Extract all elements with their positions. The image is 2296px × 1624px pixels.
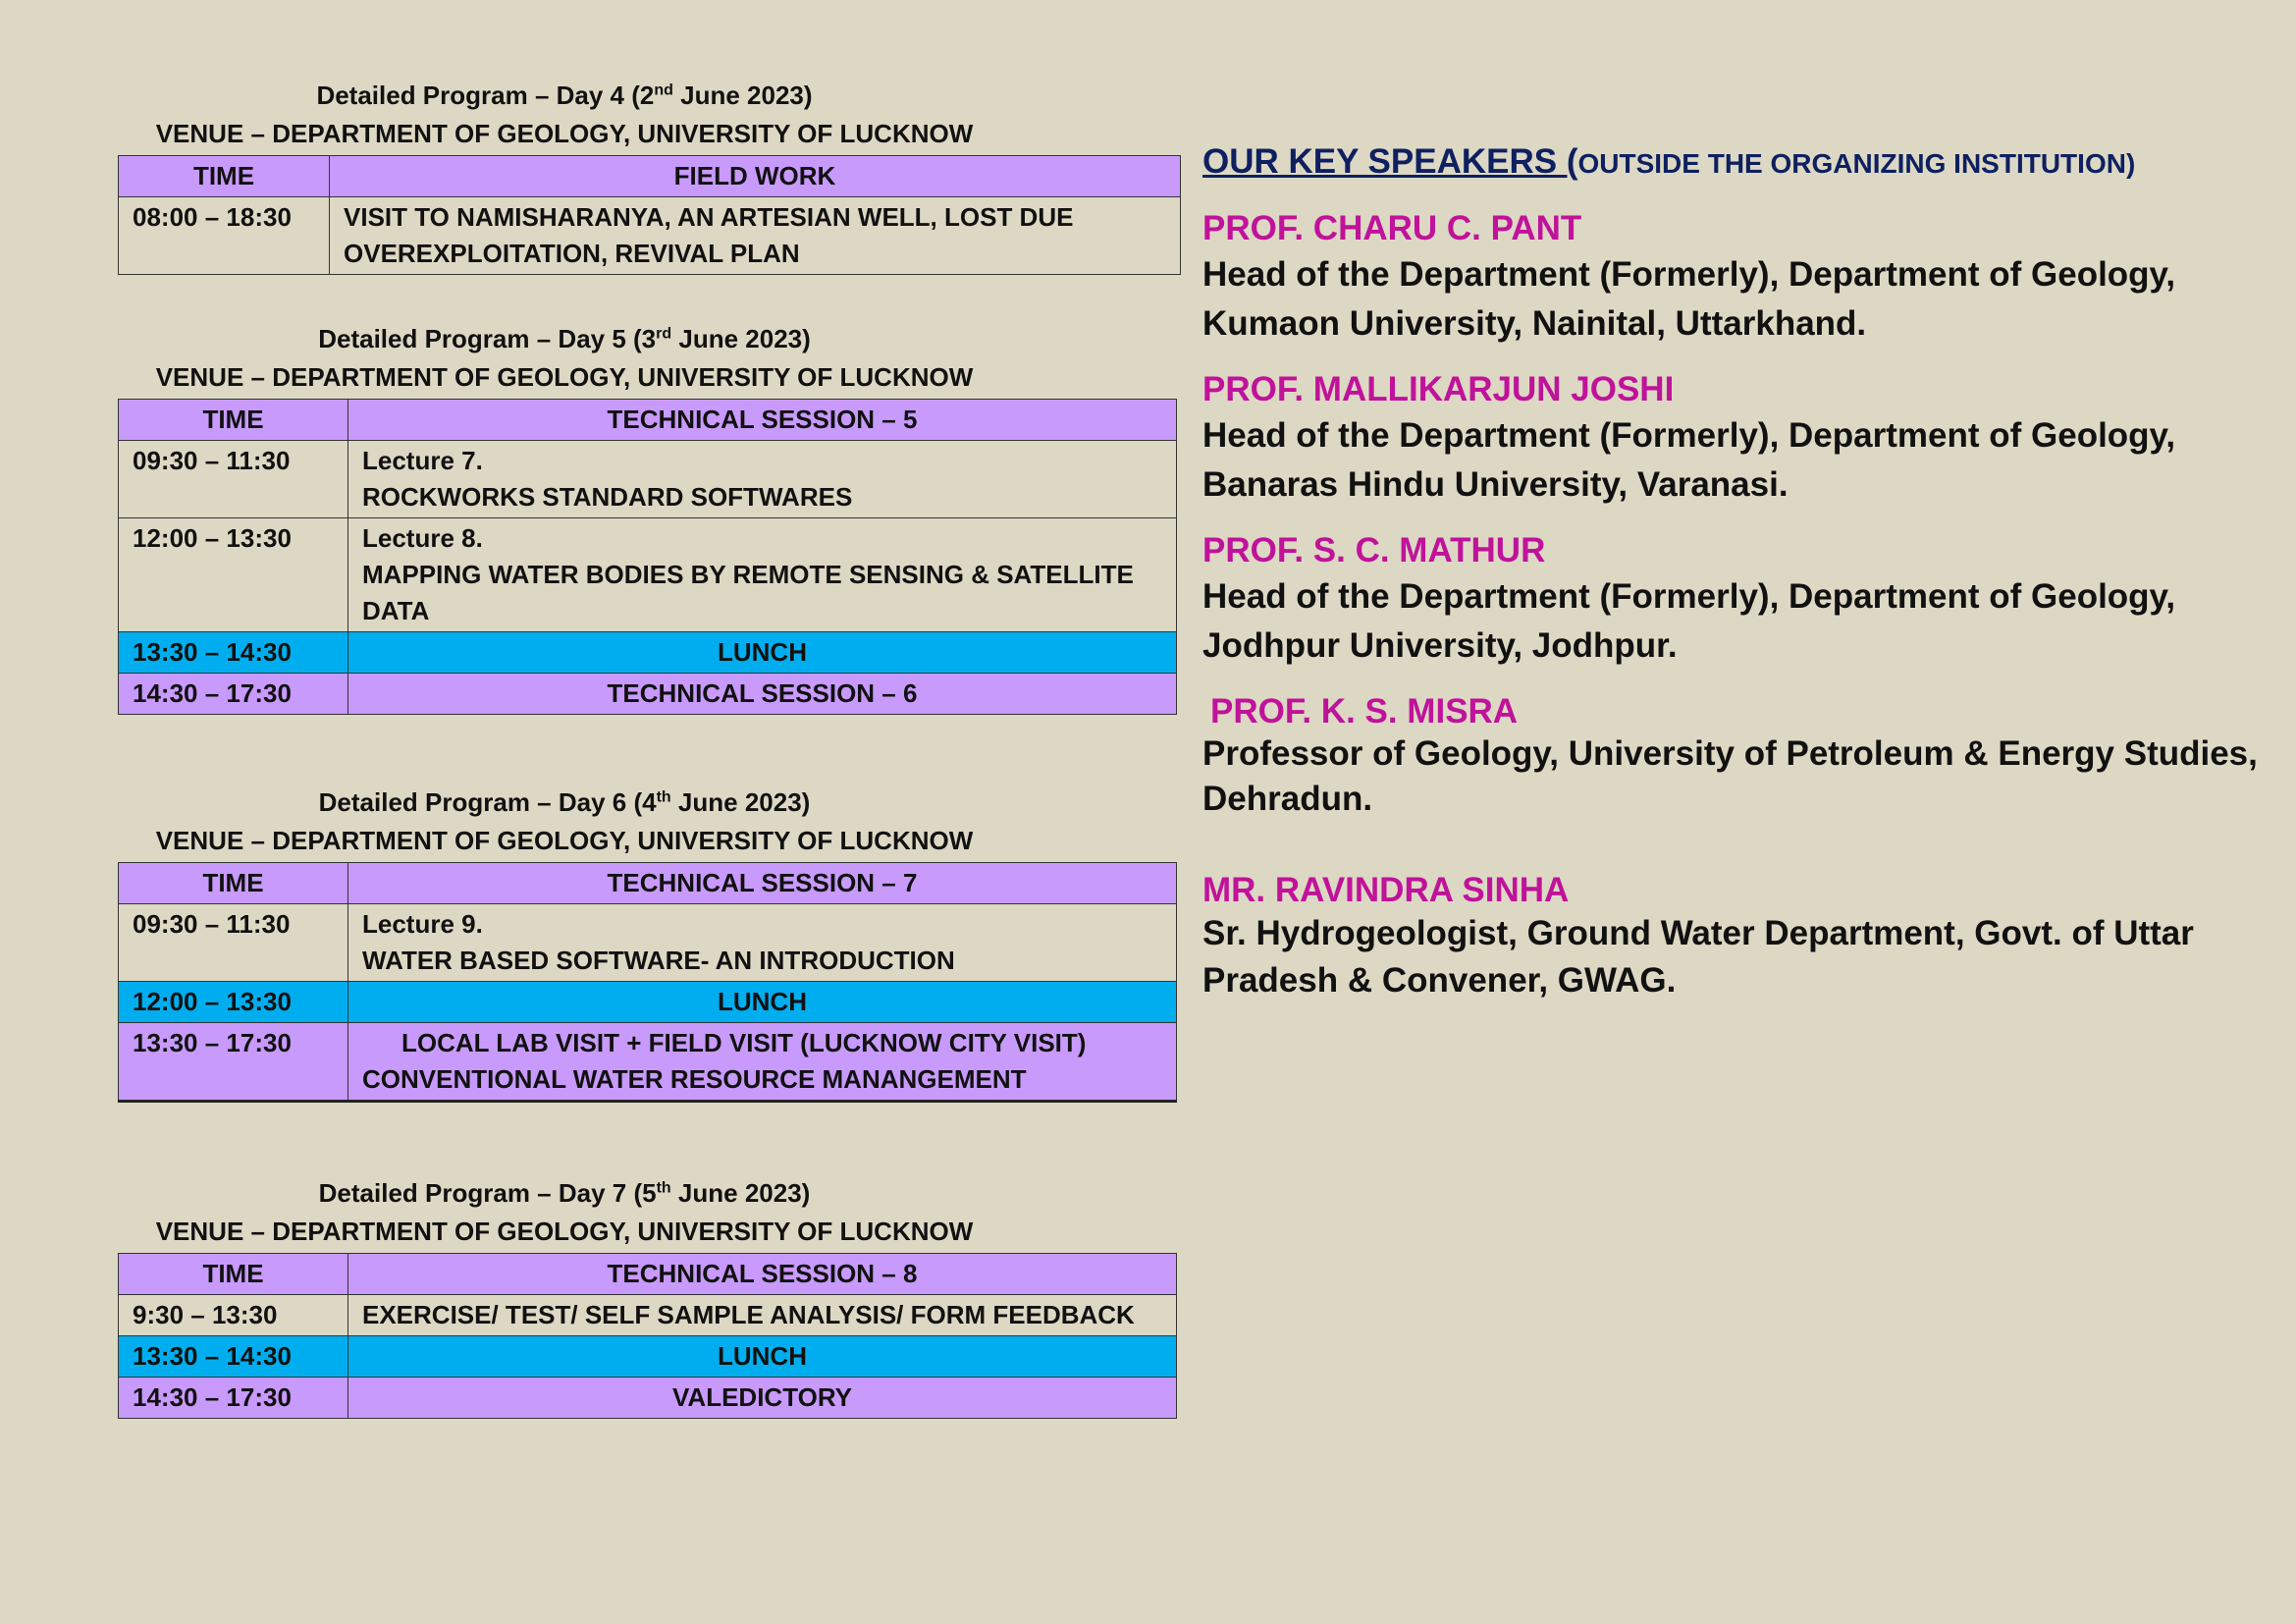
speaker-desc: Sr. Hydrogeologist, Ground Water Department, Govt. of Uttar Pradesh & Convener, GWAG. <box>1202 914 2194 1000</box>
time-cell: 13:30 – 14:30 <box>119 1336 348 1378</box>
table-header-row <box>119 156 1181 197</box>
activity-cell: LOCAL LAB VISIT + FIELD VISIT (LUCKNOW CITY VISIT) CONVENTIONAL WATER RESOURCE MANANGEMENT <box>348 1023 1177 1102</box>
day7-section <box>118 1178 1177 1419</box>
day7-title: Detailed Program – Day 7 (5th June 2023) <box>318 1178 811 1208</box>
lunch-row <box>119 1336 1177 1378</box>
table-row <box>119 518 1177 632</box>
table-header-row <box>119 863 1177 904</box>
speaker-item <box>1202 370 2263 510</box>
time-cell: 14:30 – 17:30 <box>119 1378 348 1419</box>
time-header: TIME <box>119 863 348 904</box>
speaker-item <box>1202 531 2263 671</box>
speaker-name: PROF. MALLIKARJUN JOSHI <box>1202 370 1675 408</box>
time-cell: 12:00 – 13:30 <box>119 518 348 632</box>
day6-table <box>118 862 1177 1103</box>
day7-venue: VENUE – DEPARTMENT OF GEOLOGY, UNIVERSITY OF LUCKNOW <box>155 1217 974 1246</box>
speaker-name: PROF. K. S. MISRA <box>1210 692 1519 731</box>
session-cell: TECHNICAL SESSION – 6 <box>348 674 1177 715</box>
time-cell: 12:00 – 13:30 <box>119 982 348 1023</box>
table-row <box>119 904 1177 982</box>
speaker-item <box>1202 692 2263 822</box>
table-row <box>119 197 1181 275</box>
time-cell: 13:30 – 14:30 <box>119 632 348 674</box>
day5-title: Detailed Program – Day 5 (3rd June 2023) <box>318 324 811 353</box>
session-header: FIELD WORK <box>330 156 1181 197</box>
day6-section <box>118 787 1177 1103</box>
day4-venue: VENUE – DEPARTMENT OF GEOLOGY, UNIVERSITY OF LUCKNOW <box>155 119 974 148</box>
session-row <box>119 1378 1177 1419</box>
speaker-name: MR. RAVINDRA SINHA <box>1202 871 1570 909</box>
speaker-desc: Head of the Department (Formerly), Department of Geology, Jodhpur University, Jodhpur. <box>1202 577 2176 665</box>
key-speakers-section <box>1202 142 2263 1004</box>
day7-table <box>118 1253 1177 1419</box>
session-header: TECHNICAL SESSION – 5 <box>348 400 1177 441</box>
session-header: TECHNICAL SESSION – 8 <box>348 1254 1177 1295</box>
session-row <box>119 674 1177 715</box>
day5-section <box>118 324 1177 715</box>
table-header-row <box>119 1254 1177 1295</box>
time-cell: 9:30 – 13:30 <box>119 1295 348 1336</box>
table-row <box>119 1295 1177 1336</box>
time-cell: 14:30 – 17:30 <box>119 674 348 715</box>
speaker-name: PROF. CHARU C. PANT <box>1202 209 1582 247</box>
table-header-row <box>119 400 1177 441</box>
activity-cell: EXERCISE/ TEST/ SELF SAMPLE ANALYSIS/ FORM FEEDBACK <box>348 1295 1177 1336</box>
time-cell: 08:00 – 18:30 <box>119 197 330 275</box>
day6-venue: VENUE – DEPARTMENT OF GEOLOGY, UNIVERSITY OF LUCKNOW <box>155 826 974 855</box>
lunch-row <box>119 982 1177 1023</box>
day4-title: Detailed Program – Day 4 (2nd June 2023) <box>316 81 813 110</box>
speaker-item <box>1202 209 2263 349</box>
lunch-cell: LUNCH <box>348 1336 1177 1378</box>
day5-table <box>118 399 1177 715</box>
speakers-heading: OUR KEY SPEAKERS (OUTSIDE THE ORGANIZING INSTITUTION) <box>1202 142 2136 181</box>
speaker-item <box>1202 871 2263 1004</box>
lunch-cell: LUNCH <box>348 632 1177 674</box>
day5-venue: VENUE – DEPARTMENT OF GEOLOGY, UNIVERSITY OF LUCKNOW <box>155 362 974 392</box>
activity-cell: VISIT TO NAMISHARANYA, AN ARTESIAN WELL, LOST DUE OVEREXPLOITATION, REVIVAL PLAN <box>330 197 1181 275</box>
time-header: TIME <box>119 400 348 441</box>
day4-table <box>118 155 1181 275</box>
day4-section <box>118 81 1181 275</box>
activity-cell: Lecture 8. MAPPING WATER BODIES BY REMOTE SENSING & SATELLITE DATA <box>348 518 1177 632</box>
activity-cell: Lecture 9. WATER BASED SOFTWARE- AN INTRODUCTION <box>348 904 1177 982</box>
time-cell: 13:30 – 17:30 <box>119 1023 348 1102</box>
day6-title: Detailed Program – Day 6 (4th June 2023) <box>318 787 811 817</box>
lunch-cell: LUNCH <box>348 982 1177 1023</box>
speaker-desc: Head of the Department (Formerly), Department of Geology, Kumaon University, Nainital, Uttarkhand. <box>1202 255 2176 343</box>
time-cell: 09:30 – 11:30 <box>119 904 348 982</box>
time-cell: 09:30 – 11:30 <box>119 441 348 518</box>
activity-cell: Lecture 7. ROCKWORKS STANDARD SOFTWARES <box>348 441 1177 518</box>
session-row <box>119 1023 1177 1102</box>
session-header: TECHNICAL SESSION – 7 <box>348 863 1177 904</box>
valedictory-cell: VALEDICTORY <box>348 1378 1177 1419</box>
speaker-desc: Professor of Geology, University of Petroleum & Energy Studies, Dehradun. <box>1202 734 2258 818</box>
time-header: TIME <box>119 1254 348 1295</box>
lunch-row <box>119 632 1177 674</box>
time-header: TIME <box>119 156 330 197</box>
table-row <box>119 441 1177 518</box>
speaker-name: PROF. S. C. MATHUR <box>1202 531 1546 569</box>
speaker-desc: Head of the Department (Formerly), Department of Geology, Banaras Hindu University, Varanasi. <box>1202 416 2176 504</box>
